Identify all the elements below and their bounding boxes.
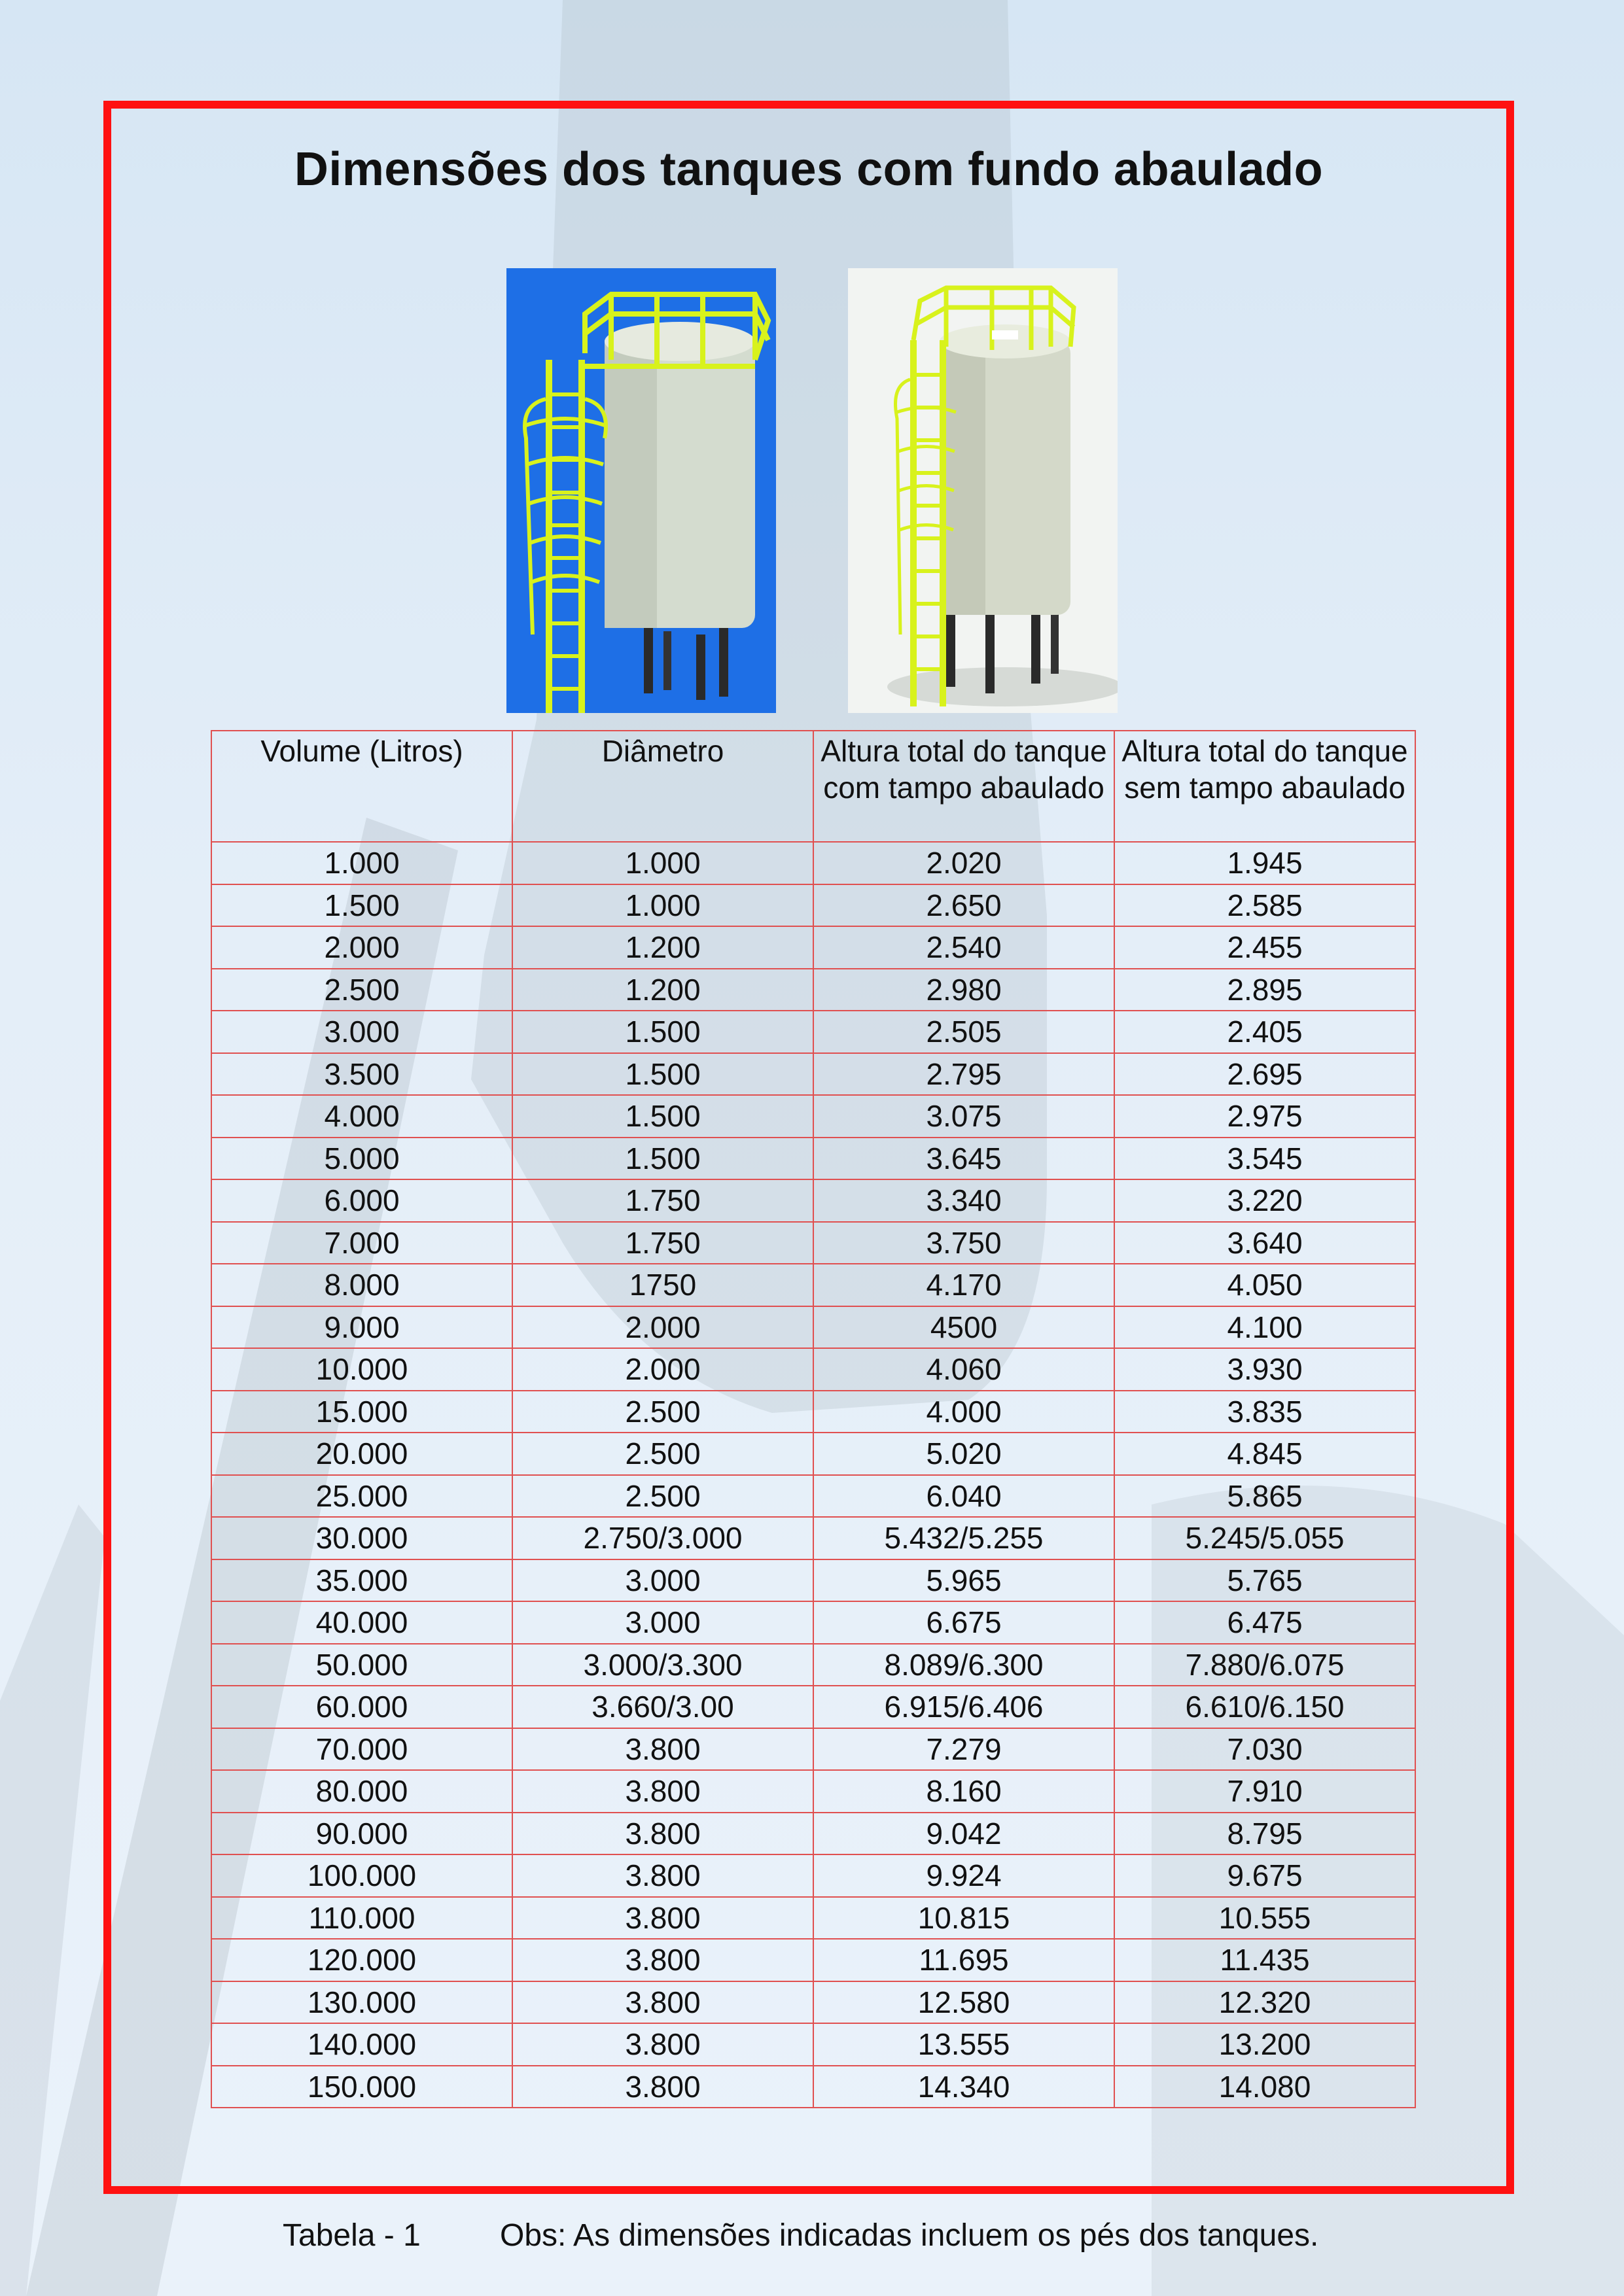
header-diameter: Diâmetro [512, 731, 813, 842]
cell-diameter: 1.500 [512, 1095, 813, 1138]
cell-height-without-dome: 14.080 [1114, 2066, 1415, 2108]
cell-height-with-dome: 6.675 [813, 1601, 1114, 1644]
cell-diameter: 2.500 [512, 1433, 813, 1475]
cell-diameter: 3.800 [512, 1854, 813, 1897]
cell-height-with-dome: 9.924 [813, 1854, 1114, 1897]
cell-volume: 110.000 [211, 1897, 512, 1939]
table-row [211, 1179, 1415, 1222]
cell-height-with-dome: 5.432/5.255 [813, 1517, 1114, 1559]
cell-height-with-dome: 4.000 [813, 1391, 1114, 1433]
cell-height-with-dome: 2.020 [813, 842, 1114, 884]
table-row [211, 1686, 1415, 1728]
cell-height-with-dome: 8.089/6.300 [813, 1644, 1114, 1686]
table-row [211, 1138, 1415, 1180]
table-row [211, 884, 1415, 927]
cell-volume: 140.000 [211, 2023, 512, 2066]
table-row [211, 1306, 1415, 1349]
cell-diameter: 3.800 [512, 1770, 813, 1813]
cell-diameter: 3.800 [512, 1728, 813, 1771]
cell-volume: 3.000 [211, 1011, 512, 1053]
cell-height-without-dome: 4.100 [1114, 1306, 1415, 1349]
table-row [211, 1939, 1415, 1981]
cell-height-with-dome: 11.695 [813, 1939, 1114, 1981]
cell-height-without-dome: 2.975 [1114, 1095, 1415, 1138]
cell-diameter: 3.800 [512, 1939, 813, 1981]
cell-volume: 3.500 [211, 1053, 512, 1096]
cell-volume: 25.000 [211, 1475, 512, 1518]
cell-volume: 100.000 [211, 1854, 512, 1897]
table-row [211, 1095, 1415, 1138]
cell-height-with-dome: 13.555 [813, 2023, 1114, 2066]
cell-height-with-dome: 7.279 [813, 1728, 1114, 1771]
cell-height-without-dome: 5.865 [1114, 1475, 1415, 1518]
cell-volume: 10.000 [211, 1348, 512, 1391]
table-row [211, 1391, 1415, 1433]
cell-height-without-dome: 12.320 [1114, 1981, 1415, 2024]
table-row [211, 842, 1415, 884]
table-row [211, 1222, 1415, 1264]
cell-diameter: 1.750 [512, 1222, 813, 1264]
table-header-row [211, 731, 1415, 842]
cell-height-with-dome: 9.042 [813, 1813, 1114, 1855]
cell-height-without-dome: 7.030 [1114, 1728, 1415, 1771]
cell-volume: 1.500 [211, 884, 512, 927]
cell-height-without-dome: 5.245/5.055 [1114, 1517, 1415, 1559]
cell-height-without-dome: 3.930 [1114, 1348, 1415, 1391]
table-row [211, 1770, 1415, 1813]
cell-height-without-dome: 13.200 [1114, 2023, 1415, 2066]
cell-volume: 30.000 [211, 1517, 512, 1559]
cell-height-with-dome: 2.540 [813, 926, 1114, 969]
table-row [211, 1897, 1415, 1939]
cell-height-with-dome: 12.580 [813, 1981, 1114, 2024]
cell-height-with-dome: 6.040 [813, 1475, 1114, 1518]
cell-diameter: 2.000 [512, 1348, 813, 1391]
cell-diameter: 3.000 [512, 1559, 813, 1602]
cell-height-with-dome: 3.075 [813, 1095, 1114, 1138]
header-height-with-dome: Altura total do tanque com tampo abaulado [813, 731, 1114, 842]
table-row [211, 1981, 1415, 2024]
cell-height-without-dome: 2.405 [1114, 1011, 1415, 1053]
cell-height-without-dome: 3.220 [1114, 1179, 1415, 1222]
cell-height-without-dome: 3.545 [1114, 1138, 1415, 1180]
cell-diameter: 1.500 [512, 1138, 813, 1180]
cell-height-with-dome: 2.650 [813, 884, 1114, 927]
cell-diameter: 3.800 [512, 2023, 813, 2066]
cell-volume: 6.000 [211, 1179, 512, 1222]
cell-height-without-dome: 6.610/6.150 [1114, 1686, 1415, 1728]
cell-diameter: 3.800 [512, 1897, 813, 1939]
cell-height-without-dome: 2.895 [1114, 969, 1415, 1011]
table-row [211, 2066, 1415, 2108]
cell-height-without-dome: 1.945 [1114, 842, 1415, 884]
table-row [211, 2023, 1415, 2066]
cell-diameter: 1.500 [512, 1053, 813, 1096]
cell-height-with-dome: 4.170 [813, 1264, 1114, 1306]
cell-height-without-dome: 3.640 [1114, 1222, 1415, 1264]
table-body [211, 842, 1415, 2108]
cell-height-with-dome: 6.915/6.406 [813, 1686, 1114, 1728]
cell-volume: 150.000 [211, 2066, 512, 2108]
cell-height-without-dome: 4.845 [1114, 1433, 1415, 1475]
cell-height-without-dome: 7.910 [1114, 1770, 1415, 1813]
cell-volume: 9.000 [211, 1306, 512, 1349]
cell-diameter: 2.500 [512, 1475, 813, 1518]
cell-height-with-dome: 4500 [813, 1306, 1114, 1349]
table-row [211, 1601, 1415, 1644]
cell-volume: 20.000 [211, 1433, 512, 1475]
cell-volume: 2.500 [211, 969, 512, 1011]
cell-volume: 50.000 [211, 1644, 512, 1686]
cell-diameter: 2.750/3.000 [512, 1517, 813, 1559]
cell-height-without-dome: 8.795 [1114, 1813, 1415, 1855]
cell-volume: 80.000 [211, 1770, 512, 1813]
table-row [211, 1559, 1415, 1602]
cell-diameter: 1.750 [512, 1179, 813, 1222]
cell-volume: 35.000 [211, 1559, 512, 1602]
table-row [211, 1728, 1415, 1771]
cell-diameter: 3.000/3.300 [512, 1644, 813, 1686]
table-caption: Tabela - 1 [283, 2218, 421, 2253]
cell-height-with-dome: 2.980 [813, 969, 1114, 1011]
cell-diameter: 3.800 [512, 1813, 813, 1855]
cell-volume: 2.000 [211, 926, 512, 969]
cell-volume: 70.000 [211, 1728, 512, 1771]
table-row [211, 969, 1415, 1011]
table-row [211, 1475, 1415, 1518]
table-row [211, 1433, 1415, 1475]
table-row [211, 1644, 1415, 1686]
cell-height-with-dome: 10.815 [813, 1897, 1114, 1939]
cell-height-with-dome: 5.965 [813, 1559, 1114, 1602]
table-row [211, 1348, 1415, 1391]
cell-volume: 8.000 [211, 1264, 512, 1306]
table-row [211, 1813, 1415, 1855]
cell-height-without-dome: 6.475 [1114, 1601, 1415, 1644]
cell-diameter: 3.800 [512, 2066, 813, 2108]
cell-volume: 1.000 [211, 842, 512, 884]
tank-render-white-background-icon [848, 268, 1118, 713]
cell-volume: 5.000 [211, 1138, 512, 1180]
cell-height-with-dome: 4.060 [813, 1348, 1114, 1391]
cell-height-with-dome: 2.795 [813, 1053, 1114, 1096]
cell-volume: 4.000 [211, 1095, 512, 1138]
cell-height-with-dome: 3.340 [813, 1179, 1114, 1222]
table-row [211, 1053, 1415, 1096]
table-row [211, 1011, 1415, 1053]
cell-diameter: 2.000 [512, 1306, 813, 1349]
header-volume: Volume (Litros) [211, 731, 512, 842]
cell-height-without-dome: 2.585 [1114, 884, 1415, 927]
cell-diameter: 3.000 [512, 1601, 813, 1644]
cell-volume: 15.000 [211, 1391, 512, 1433]
cell-height-without-dome: 7.880/6.075 [1114, 1644, 1415, 1686]
table-row [211, 926, 1415, 969]
table-note: Obs: As dimensões indicadas incluem os pés dos tanques. [500, 2218, 1319, 2253]
cell-height-without-dome: 4.050 [1114, 1264, 1415, 1306]
cell-height-with-dome: 14.340 [813, 2066, 1114, 2108]
cell-height-without-dome: 2.695 [1114, 1053, 1415, 1096]
cell-diameter: 2.500 [512, 1391, 813, 1433]
cell-height-without-dome: 9.675 [1114, 1854, 1415, 1897]
cell-height-without-dome: 11.435 [1114, 1939, 1415, 1981]
tank-render-blue-background-icon [506, 268, 776, 713]
cell-height-with-dome: 2.505 [813, 1011, 1114, 1053]
cell-diameter: 1.500 [512, 1011, 813, 1053]
cell-diameter: 3.660/3.00 [512, 1686, 813, 1728]
cell-height-without-dome: 3.835 [1114, 1391, 1415, 1433]
cell-volume: 120.000 [211, 1939, 512, 1981]
cell-volume: 130.000 [211, 1981, 512, 2024]
cell-diameter: 1.200 [512, 969, 813, 1011]
cell-diameter: 1.200 [512, 926, 813, 969]
table-row [211, 1854, 1415, 1897]
cell-height-with-dome: 5.020 [813, 1433, 1114, 1475]
table-row [211, 1264, 1415, 1306]
cell-volume: 40.000 [211, 1601, 512, 1644]
tank-dimensions-table [211, 730, 1416, 2108]
cell-height-with-dome: 3.645 [813, 1138, 1114, 1180]
cell-diameter: 1.000 [512, 842, 813, 884]
cell-height-without-dome: 2.455 [1114, 926, 1415, 969]
cell-diameter: 1750 [512, 1264, 813, 1306]
header-height-without-dome: Altura total do tanque sem tampo abaulado [1114, 731, 1415, 842]
cell-diameter: 1.000 [512, 884, 813, 927]
cell-volume: 90.000 [211, 1813, 512, 1855]
cell-diameter: 3.800 [512, 1981, 813, 2024]
page-title: Dimensões dos tanques com fundo abaulado [294, 143, 1324, 196]
cell-height-with-dome: 8.160 [813, 1770, 1114, 1813]
table-row [211, 1517, 1415, 1559]
cell-height-with-dome: 3.750 [813, 1222, 1114, 1264]
cell-height-without-dome: 10.555 [1114, 1897, 1415, 1939]
cell-height-without-dome: 5.765 [1114, 1559, 1415, 1602]
cell-volume: 60.000 [211, 1686, 512, 1728]
cell-volume: 7.000 [211, 1222, 512, 1264]
